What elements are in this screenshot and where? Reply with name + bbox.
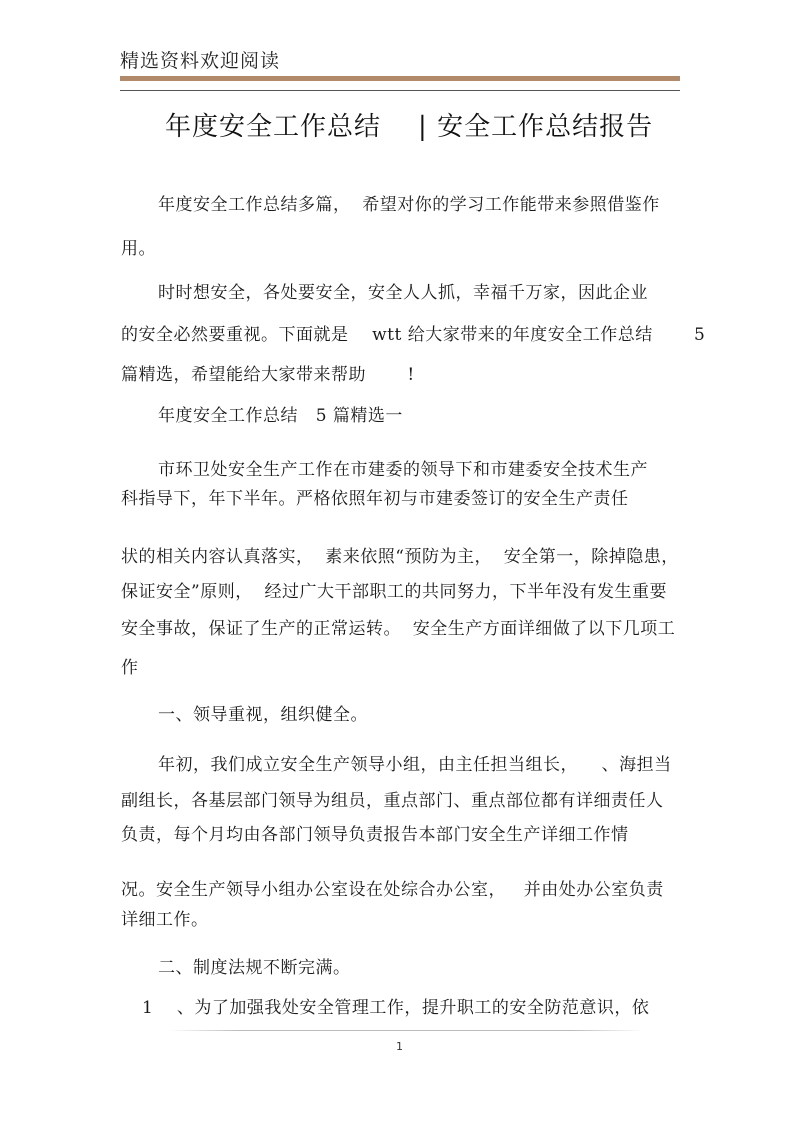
paragraph-line: 详细工作。	[121, 910, 209, 930]
paragraph-line: 篇精选，希望能给大家带来帮助 !	[121, 365, 415, 385]
paragraph-line: 科指导下，年下半年。严格依照年初与市建委签订的安全生产责任	[121, 489, 629, 509]
section-heading: 二、制度法规不断完满。	[158, 958, 351, 978]
paragraph-line: 状的相关内容认真落实， 素来依照“预防为主， 安全第一，除掉隐患，	[121, 547, 679, 567]
paragraph-line: 年初，我们成立安全生产领导小组，由主任担当组长， 、海担当	[158, 755, 672, 775]
paragraph-line: 1 、为了加强我处安全管理工作，提升职工的安全防范意识，依	[142, 998, 650, 1018]
paragraph-line: 安全事故，保证了生产的正常运转。 安全生产方面详细做了以下几项工	[121, 619, 676, 639]
section-heading: 年度安全工作总结 5 篇精选一	[158, 406, 403, 426]
paragraph-line: 年度安全工作总结多篇， 希望对你的学习工作能带来参照借鉴作	[158, 195, 660, 215]
paragraph-line: 市环卫处安全生产工作在市建委的领导下和市建委安全技术生产	[158, 460, 648, 480]
paragraph-line: 保证安全”原则， 经过广大干部职工的共同努力，下半年没有发生重要	[121, 582, 667, 602]
paragraph-line: 况。安全生产领导小组办公室设在处综合办公室， 并由处办公室负责	[121, 880, 664, 900]
header-rule-thin	[120, 90, 680, 91]
header-rule-thick	[120, 76, 680, 81]
paragraph-line: 用。	[121, 239, 156, 259]
paragraph-line: 的安全必然要重视。下面就是 wtt 给大家带来的年度安全工作总结 5	[121, 325, 706, 345]
paragraph-line: 时时想安全，各处要安全，安全人人抓，幸福千万家，因此企业	[158, 283, 648, 303]
document-title: 年度安全工作总结 | 安全工作总结报告	[165, 112, 654, 142]
footer-rule	[168, 1030, 643, 1031]
paragraph-line: 作	[121, 658, 139, 678]
header-label: 精选资料欢迎阅读	[120, 50, 281, 72]
paragraph-line: 副组长，各基层部门领导为组员，重点部门、重点部位都有详细责任人	[121, 791, 664, 811]
paragraph-line: 负责，每个月均由各部门领导负责报告本部门安全生产详细工作情	[121, 825, 629, 845]
section-heading: 一、领导重视，组织健全。	[158, 705, 368, 725]
page-number: 1	[396, 1040, 403, 1053]
